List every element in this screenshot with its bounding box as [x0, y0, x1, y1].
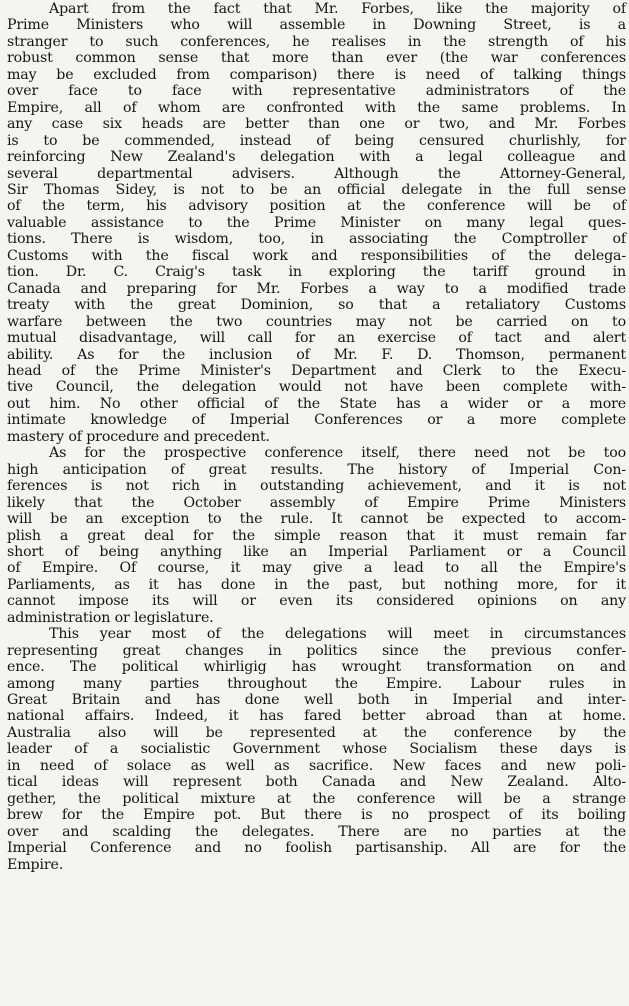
text-line: As for the prospective conference itself, there need not be too [49, 445, 626, 462]
text-line: treaty with the great Dominion, so that a retaliatory Customs [7, 297, 626, 314]
text-line: likely that the October assembly of Empire Prime Ministers [7, 494, 626, 511]
paragraph-1 [7, 1, 626, 445]
paragraph-2 [7, 445, 626, 626]
text-line: Imperial Conference and no foolish partisanship. All are for the [7, 840, 626, 857]
text-line: over and scalding the delegates. There are no parties at the [7, 823, 626, 840]
text-line: ence. The political whirligig has wrought transformation on and [7, 659, 626, 676]
text-line: leader of a socialistic Government whose Socialism these days is [7, 741, 626, 758]
text-line: ability. As for the inclusion of Mr. F. D. Thomson, permanent [7, 346, 626, 363]
text-line: over face to face with representative administrators of the [7, 83, 626, 100]
text-line: brew for the Empire pot. But there is no prospect of its boiling [7, 807, 626, 824]
text-line: stranger to such conferences, he realises in the strength of his [7, 33, 626, 50]
text-line: national affairs. Indeed, it has fared better abroad than at home. [7, 708, 626, 725]
text-line: will be an exception to the rule. It cannot be expected to accom- [7, 511, 626, 528]
text-line: Empire. [7, 856, 64, 873]
text-line: tive Council, the delegation would not have been complete with- [7, 379, 626, 396]
text-line: tion. Dr. C. Craig's task in exploring the tariff ground in [7, 264, 626, 281]
text-line: short of being anything like an Imperial Parliament or a Council [7, 543, 626, 560]
text-line: Apart from the fact that Mr. Forbes, like the majority of [49, 1, 626, 17]
text-line: warfare between the two countries may not be carried on to [7, 313, 626, 330]
text-line: This year most of the delegations will meet in circumstances [49, 626, 626, 643]
text-line: Sir Thomas Sidey, is not to be an official delegate in the full sense [7, 181, 626, 198]
text-line: gether, the political mixture at the conference will be a strange [7, 790, 626, 807]
text-line: Customs with the fiscal work and responsibilities of the delega- [7, 247, 626, 264]
text-line: reinforcing New Zealand's delegation with a legal colleague and [7, 149, 626, 166]
text-line: Canada and preparing for Mr. Forbes a way to a modified trade [7, 280, 626, 297]
text-line: high anticipation of great results. The history of Imperial Con- [7, 461, 626, 478]
text-line: plish a great deal for the simple reason that it must remain far [7, 527, 626, 544]
text-line: administration or legislature. [7, 609, 214, 626]
text-line: tical ideas will represent both Canada and New Zealand. Alto- [7, 774, 626, 791]
text-line: robust common sense that more than ever (the war conferences [7, 50, 626, 67]
text-line: cannot impose its will or even its considered opinions on any [7, 593, 626, 610]
text-line: of the term, his advisory position at the conference will be of [7, 198, 626, 215]
text-line: valuable assistance to the Prime Minister on many legal ques- [7, 214, 626, 231]
text-line: Great Britain and has done well both in Imperial and inter- [7, 692, 626, 709]
text-line: head of the Prime Minister's Department and Clerk to the Execu- [7, 362, 626, 379]
text-line: intimate knowledge of Imperial Conferences or a more complete [7, 412, 626, 429]
text-line: Prime Ministers who will assemble in Downing Street, is a [7, 17, 626, 34]
text-line: out him. No other official of the State has a wider or a more [7, 395, 626, 412]
text-line: any case six heads are better than one or two, and Mr. Forbes [7, 116, 626, 133]
text-line: among many parties throughout the Empire. Labour rules in [7, 675, 626, 692]
text-line: Empire, all of whom are confronted with the same problems. In [7, 99, 626, 116]
text-line: may be excluded from comparison) there is need of talking things [7, 66, 626, 83]
text-line: Parliaments, as it has done in the past, but nothing more, for it [7, 576, 626, 593]
text-line: tions. There is wisdom, too, in associating the Comptroller of [7, 231, 626, 248]
text-line: is to be commended, instead of being censured churlishly, for [7, 132, 626, 149]
text-line: several departmental advisers. Although the Attorney-General, [7, 165, 626, 182]
paragraph-3 [7, 626, 626, 873]
text-line: of Empire. Of course, it may give a lead to all the Empire's [7, 560, 626, 577]
text-line: mastery of procedure and precedent. [7, 428, 270, 445]
text-line: ferences is not rich in outstanding achievement, and it is not [7, 478, 626, 495]
text-line: in need of solace as well as sacrifice. New faces and new poli- [7, 757, 626, 774]
text-line: representing great changes in politics since the previous confer- [7, 642, 626, 659]
text-line: Australia also will be represented at the conference by the [7, 724, 626, 741]
text-line: mutual disadvantage, will call for an exercise of tact and alert [7, 330, 626, 347]
